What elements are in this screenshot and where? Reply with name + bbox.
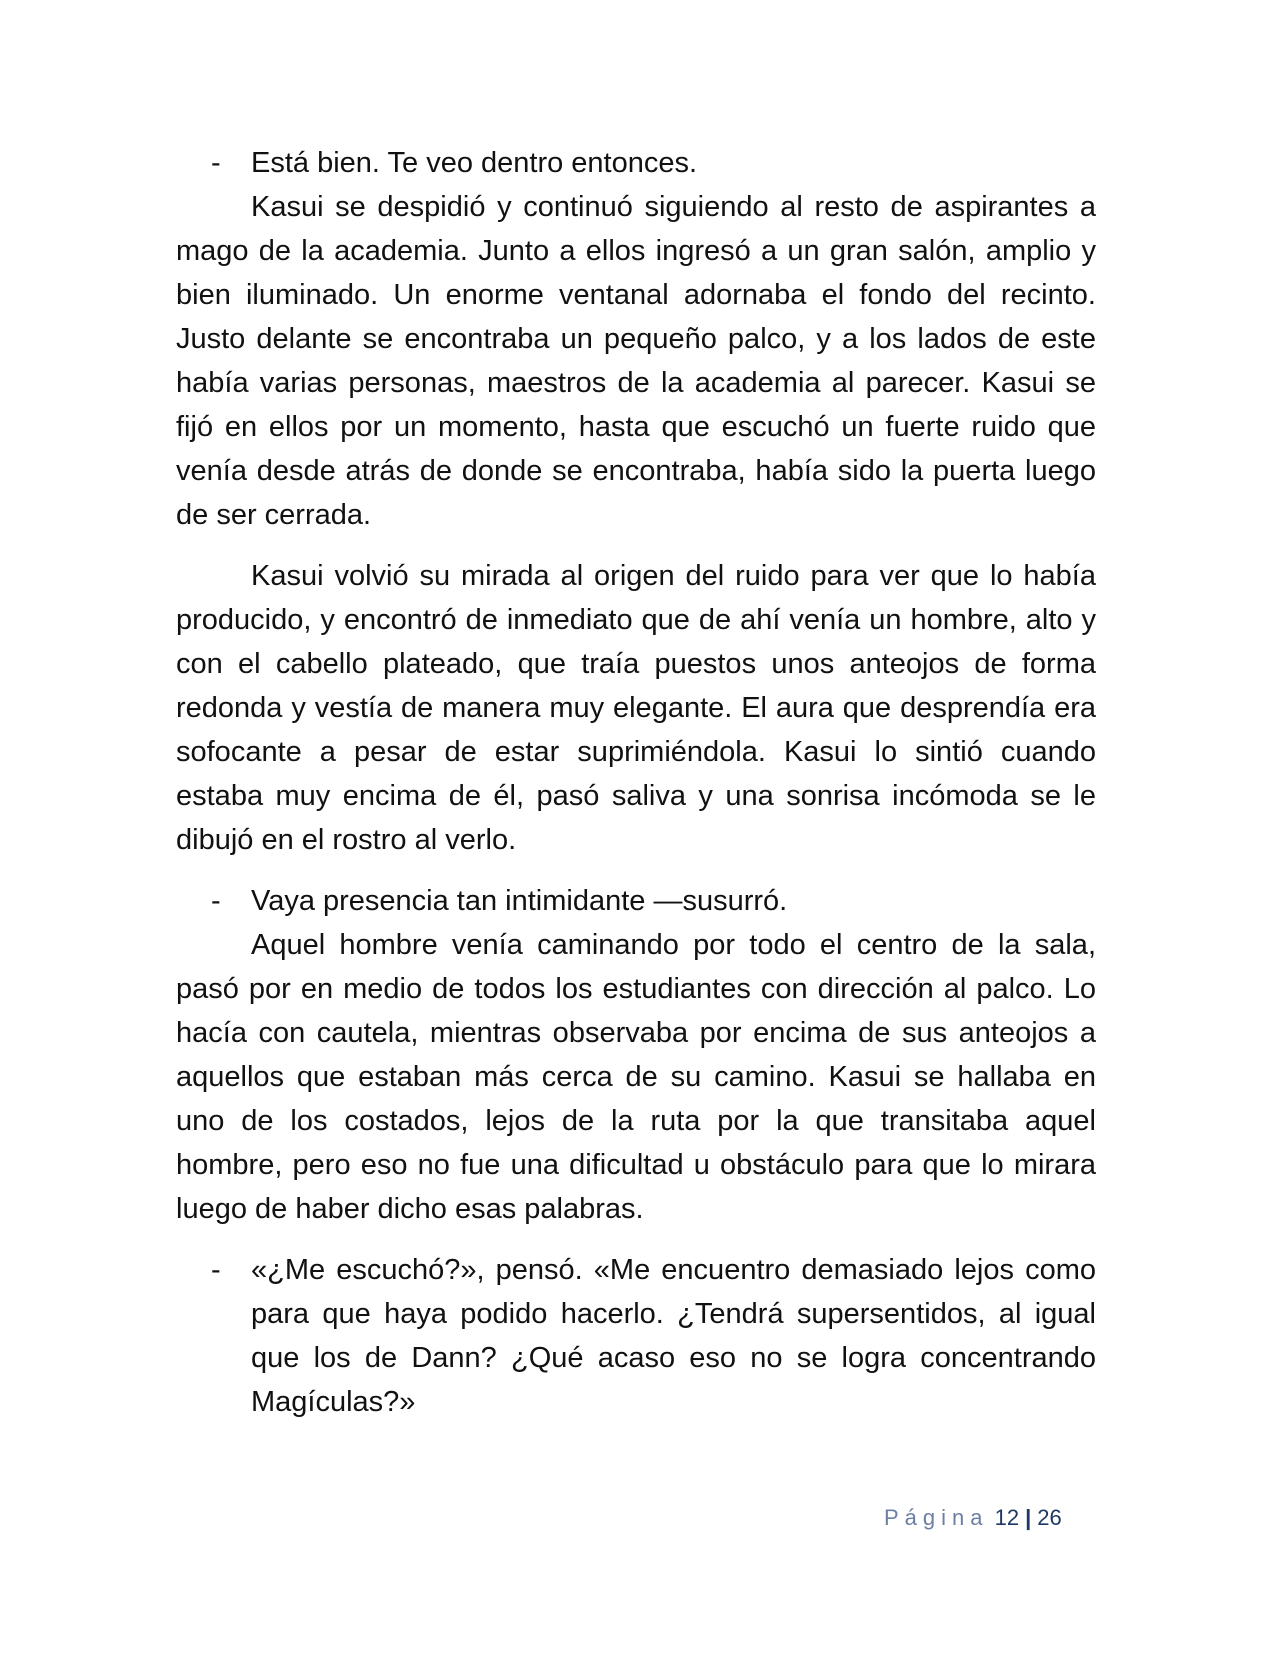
dialogue-text: Está bien. Te veo dentro entonces. [251,147,698,179]
total-pages: 26 [1037,1505,1062,1530]
dialogue-text: Vaya presencia tan intimidante —susurró. [251,885,788,917]
dialogue-line [176,879,1096,923]
body-text [176,141,1096,1424]
page-number: 12 [994,1505,1020,1530]
page-footer [884,1503,1062,1533]
dialogue-dash: - [211,1254,221,1286]
paragraph: Aquel hombre venía caminando por todo el centro de la sala, pasó por en medio de todos los estudiantes con dirección al palco. Lo hacía con cautela, mientras observaba por encima de sus anteojos a aquellos que estaban más cerca de su camino. Kasui se hallaba en uno de los costados, lejos de la ruta por la que transitaba aquel hombre, pero eso no fue una dificultad u obstáculo para que lo mirara luego de haber dicho esas palabras. [176,929,1096,1225]
paragraph: Kasui volvió su mirada al origen del ruido para ver que lo había producido, y encontró de inmediato que de ahí venía un hombre, alto y con el cabello plateado, que traía puestos unos anteojos de forma redonda y vestía de manera muy elegante. El aura que desprendía era sofocante a pesar de estar suprimiéndola. Kasui lo sintió cuando estaba muy encima de él, pasó saliva y una sonrisa incómoda se le dibujó en el rostro al verlo. [176,560,1096,856]
dialogue-dash: - [211,885,221,917]
dialogue-line [176,141,1096,185]
page-label: Página [884,1505,989,1530]
dialogue-text: «¿Me escuchó?», pensó. «Me encuentro demasiado lejos como para que haya podido hacerlo. ¿Tendrá supersentidos, al igual que los de Dann? ¿Qué acaso eso no se logra concentrando Magículas?» [251,1254,1096,1418]
paragraph: Kasui se despidió y continuó siguiendo al resto de aspirantes a mago de la academia. Junto a ellos ingresó a un gran salón, amplio y bien iluminado. Un enorme ventanal adornaba el fondo del recinto. Justo delante se encontraba un pequeño palco, y a los lados de este había varias personas, maestros de la academia al parecer. Kasui se fijó en ellos por un momento, hasta que escuchó un fuerte ruido que venía desde atrás de donde se encontraba, había sido la puerta luego de ser cerrada. [176,191,1096,531]
dialogue-dash: - [211,147,221,179]
page-separator: | [1025,1505,1032,1530]
dialogue-line [176,1248,1096,1424]
